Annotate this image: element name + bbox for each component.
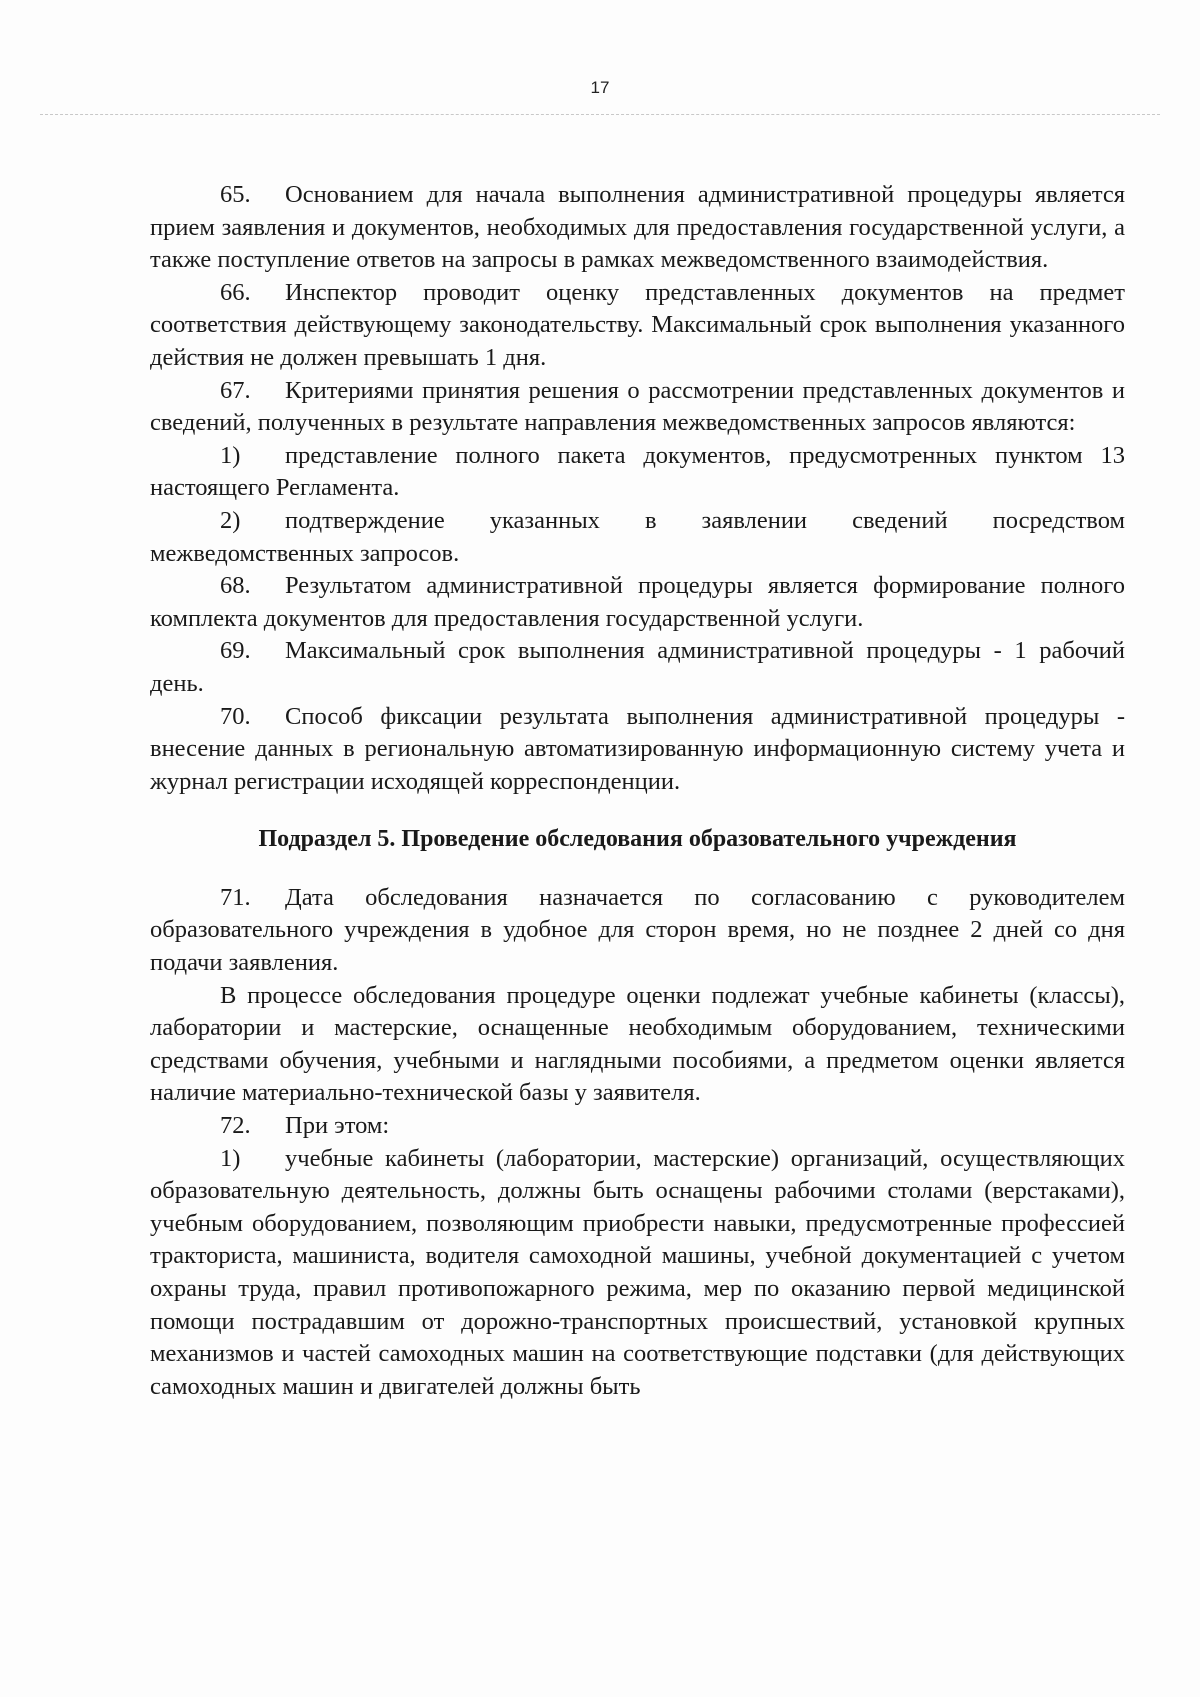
- list-item-text: учебные кабинеты (лаборатории, мастерские) организаций, осуществляющих образовательную деятельность, должны быть оснащены рабочими столами (верстаками), учебным оборудованием, позволяющим приобрести навыки, предусмотренные профессией тракториста, машиниста, водителя самоходной машины, учебной документацией с учетом охраны труда, правил противопожарного режима, мер по оказанию первой медицинской помощи пострадавшим от дорожно-транспортных происшествий, установкой крупных механизмов и частей самоходных машин на соответствующие подставки (для действующих самоходных машин и двигателей должны быть: [150, 1144, 1125, 1400]
- page-number: 17: [590, 78, 610, 97]
- paragraph-72: [150, 1110, 1125, 1143]
- paragraph-number: 72.: [220, 1112, 251, 1140]
- paragraph-71-continued: [150, 980, 1125, 1110]
- paragraph-text: Инспектор проводит оценку представленных документов на предмет соответствия действующему законодательству. Максимальный срок выполнения указанного действия не должен превышать 1 дня.: [150, 278, 1125, 371]
- paragraph-text: Максимальный срок выполнения административной процедуры - 1 рабочий день.: [150, 637, 1125, 697]
- paragraph-text: Критериями принятия решения о рассмотрении представленных документов и сведений, полученных в результате направления межведомственных запросов являются:: [150, 376, 1125, 437]
- paragraph-number: 67.: [220, 376, 251, 404]
- list-item-number: 1): [220, 1144, 241, 1172]
- paragraph-number: 70.: [220, 702, 251, 730]
- list-item-text: подтверждение указанных в заявлении сведений посредством межведомственных запросов.: [150, 506, 1125, 567]
- list-item-number: 2): [220, 506, 241, 534]
- paragraph-text: В процессе обследования процедуре оценки подлежат учебные кабинеты (классы), лаборатории и мастерские, оснащенные необходимым оборудованием, техническими средствами обучения, учебными и наглядными пособиями, а предметом оценки является наличие материально-технической базы у заявителя.: [150, 981, 1125, 1107]
- paragraph-number: 71.: [220, 883, 251, 911]
- paragraph-68: [150, 570, 1125, 635]
- paragraph-71: [150, 882, 1125, 980]
- paragraph-number: 68.: [220, 572, 251, 600]
- paragraph-text: Основанием для начала выполнения административной процедуры является прием заявления и документов, необходимых для предоставления государственной услуги, а также поступление ответов на запросы в рамках межведомственного взаимодействия.: [150, 181, 1125, 274]
- header-divider: [40, 114, 1160, 115]
- paragraph-65: [150, 179, 1125, 277]
- section-heading: Подраздел 5. Проведение обследования образовательного учреждения: [258, 826, 1017, 853]
- document-body: [150, 179, 1125, 1403]
- list-item-67-2: [150, 505, 1125, 570]
- paragraph-number: 65.: [220, 181, 251, 208]
- paragraph-number: 66.: [220, 278, 251, 306]
- paragraph-67: [150, 375, 1125, 440]
- paragraph-text: Результатом административной процедуры является формирование полного комплекта документов для предоставления государственной услуги.: [150, 572, 1125, 632]
- paragraph-70: [150, 701, 1125, 799]
- paragraph-text: Способ фиксации результата выполнения административной процедуры - внесение данных в региональную автоматизированную информационную систему учета и журнал регистрации исходящей корреспонденции.: [150, 702, 1125, 795]
- list-item-72-1: [150, 1143, 1125, 1404]
- paragraph-text: При этом:: [285, 1112, 390, 1140]
- list-item-67-1: [150, 440, 1125, 505]
- list-item-text: представление полного пакета документов, предусмотренных пунктом 13 настоящего Регламента.: [150, 441, 1125, 502]
- paragraph-number: 69.: [220, 637, 251, 665]
- paragraph-66: [150, 277, 1125, 375]
- paragraph-text: Дата обследования назначается по согласованию с руководителем образовательного учреждения в удобное для сторон время, но не позднее 2 дней со дня подачи заявления.: [150, 883, 1125, 977]
- list-item-number: 1): [220, 441, 241, 469]
- paragraph-69: [150, 635, 1125, 700]
